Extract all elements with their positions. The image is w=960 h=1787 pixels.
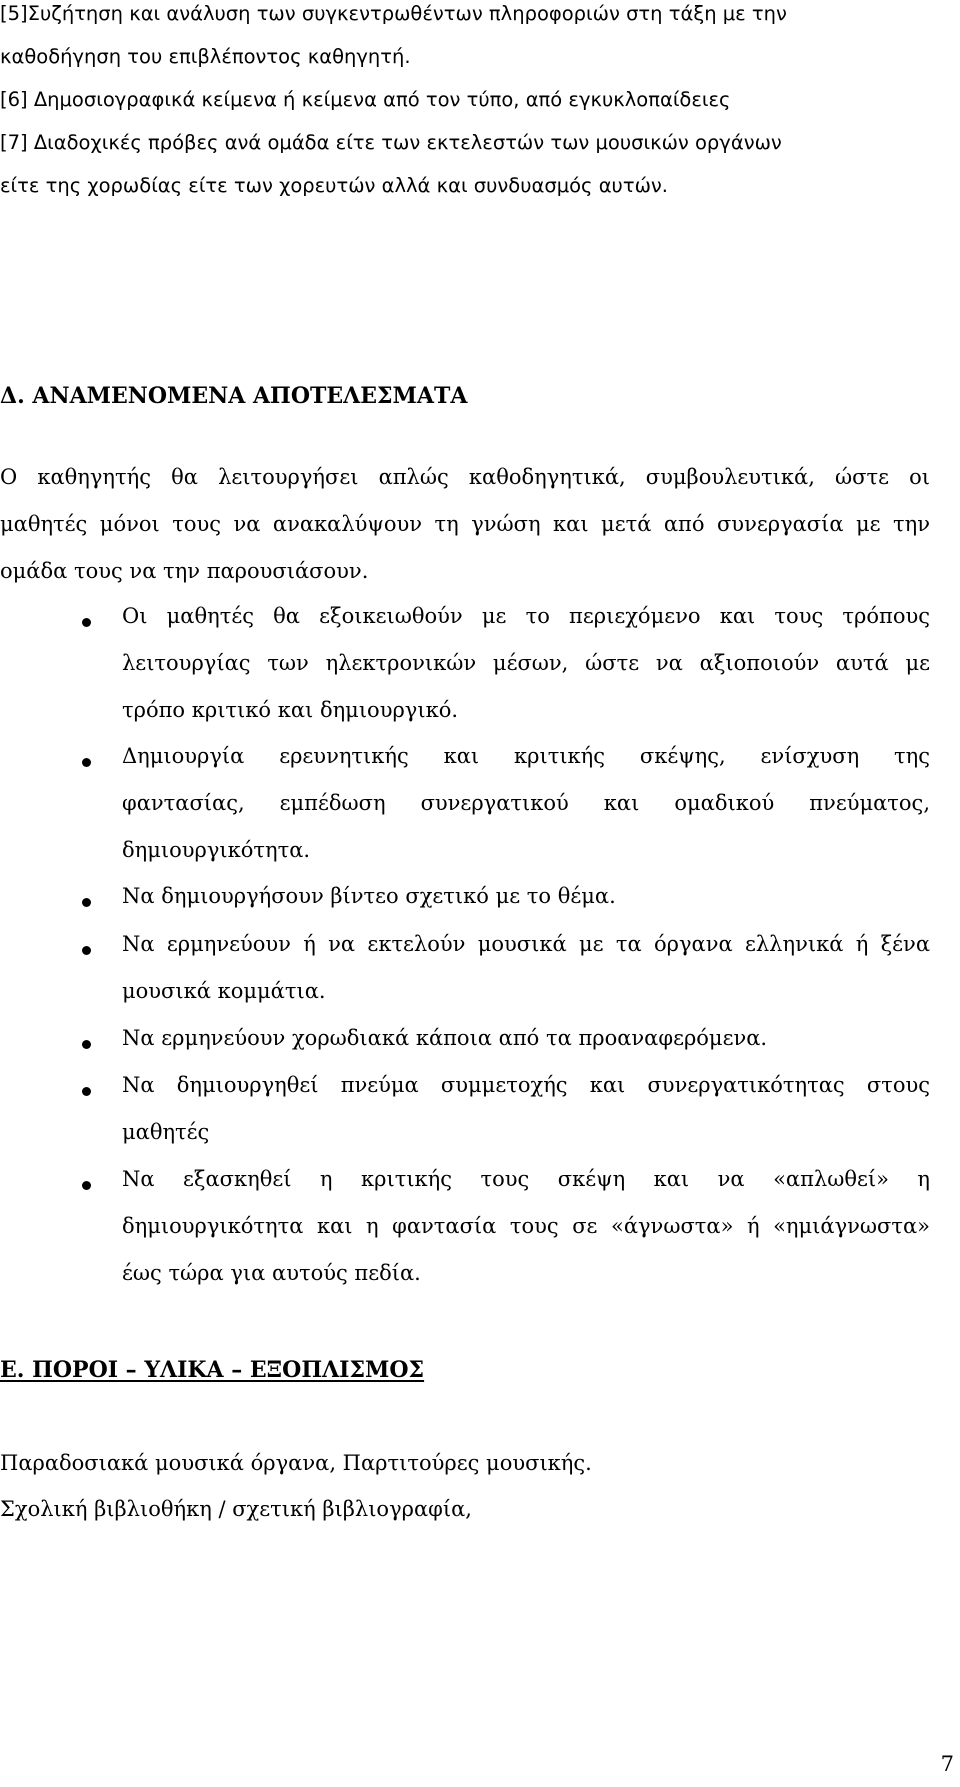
bullet-4-line-1: Να ερμηνεύουν ή να εκτελούν μουσικά με τα όργανα ελληνικά ή ξένα <box>122 932 930 956</box>
section-e-heading: Ε. ΠΟΡΟΙ – ΥΛΙΚΑ – ΕΞΟΠΛΙΣΜΟΣ <box>0 1357 425 1383</box>
bullet-2-line-1: Δημιουργία ερευνητικής και κριτικής σκέψης, ενίσχυση της <box>122 744 930 768</box>
section-d-heading: Δ. ΑΝΑΜΕΝΟΜΕΝΑ ΑΠΟΤΕΛΕΣΜΑΤΑ <box>0 383 468 409</box>
section-d-intro-line-2: μαθητές μόνοι τους να ανακαλύψουν τη γνώση και μετά από συνεργασία με την <box>0 512 930 536</box>
reference-7-line-2: είτε της χορωδίας είτε των χορευτών αλλά και συνδυασμός αυτών. <box>0 174 668 197</box>
bullet-dot <box>82 1040 91 1049</box>
bullet-dot <box>82 1087 91 1096</box>
bullet-6-line-2: μαθητές <box>122 1120 210 1144</box>
bullet-dot <box>82 618 91 627</box>
bullet-dot <box>82 898 91 907</box>
bullet-1-line-1: Οι μαθητές θα εξοικειωθούν με το περιεχόμενο και τους τρόπους <box>122 604 930 628</box>
bullet-2-line-3: δημιουργικότητα. <box>122 838 311 862</box>
section-e-line-1: Παραδοσιακά μουσικά όργανα, Παρτιτούρες μουσικής. <box>0 1451 592 1475</box>
bullet-7-line-2: δημιουργικότητα και η φαντασία τους σε «άγνωστα» ή «ημιάγνωστα» <box>122 1214 930 1238</box>
bullet-5-line-1: Να ερμηνεύουν χορωδιακά κάποια από τα προαναφερόμενα. <box>122 1026 768 1050</box>
bullet-dot <box>82 946 91 955</box>
reference-5-line-2: καθοδήγηση του επιβλέποντος καθηγητή. <box>0 45 411 68</box>
bullet-4-line-2: μουσικά κομμάτια. <box>122 979 326 1003</box>
bullet-3-line-1: Να δημιουργήσουν βίντεο σχετικό με το θέμα. <box>122 884 616 908</box>
reference-6: [6] Δημοσιογραφικά κείμενα ή κείμενα από τον τύπο, από εγκυκλοπαίδειες <box>0 88 731 111</box>
bullet-6-line-1: Να δημιουργηθεί πνεύμα συμμετοχής και συνεργατικότητας στους <box>122 1073 930 1097</box>
section-d-intro-line-1: Ο καθηγητής θα λειτουργήσει απλώς καθοδηγητικά, συμβουλευτικά, ώστε οι <box>0 465 930 489</box>
bullet-dot <box>82 1181 91 1190</box>
page-number: 7 <box>940 1752 954 1776</box>
bullet-7-line-3: έως τώρα για αυτούς πεδία. <box>122 1261 421 1285</box>
bullet-1-line-2: λειτουργίας των ηλεκτρονικών μέσων, ώστε να αξιοποιούν αυτά με <box>122 651 930 675</box>
section-d-intro-line-3: ομάδα τους να την παρουσιάσουν. <box>0 559 369 583</box>
reference-7-line-1: [7] Διαδοχικές πρόβες ανά ομάδα είτε των εκτελεστών των μουσικών οργάνων <box>0 131 782 154</box>
reference-5-line-1: [5]Συζήτηση και ανάλυση των συγκεντρωθέντων πληροφοριών στη τάξη με την <box>0 2 787 25</box>
section-e-line-2: Σχολική βιβλιοθήκη / σχετική βιβλιογραφία, <box>0 1497 472 1521</box>
bullet-2-line-2: φαντασίας, εμπέδωση συνεργατικού και ομαδικού πνεύματος, <box>122 791 930 815</box>
bullet-7-line-1: Να εξασκηθεί η κριτικής τους σκέψη και να «απλωθεί» η <box>122 1167 930 1191</box>
bullet-1-line-3: τρόπο κριτικό και δημιουργικό. <box>122 698 459 722</box>
bullet-dot <box>82 758 91 767</box>
